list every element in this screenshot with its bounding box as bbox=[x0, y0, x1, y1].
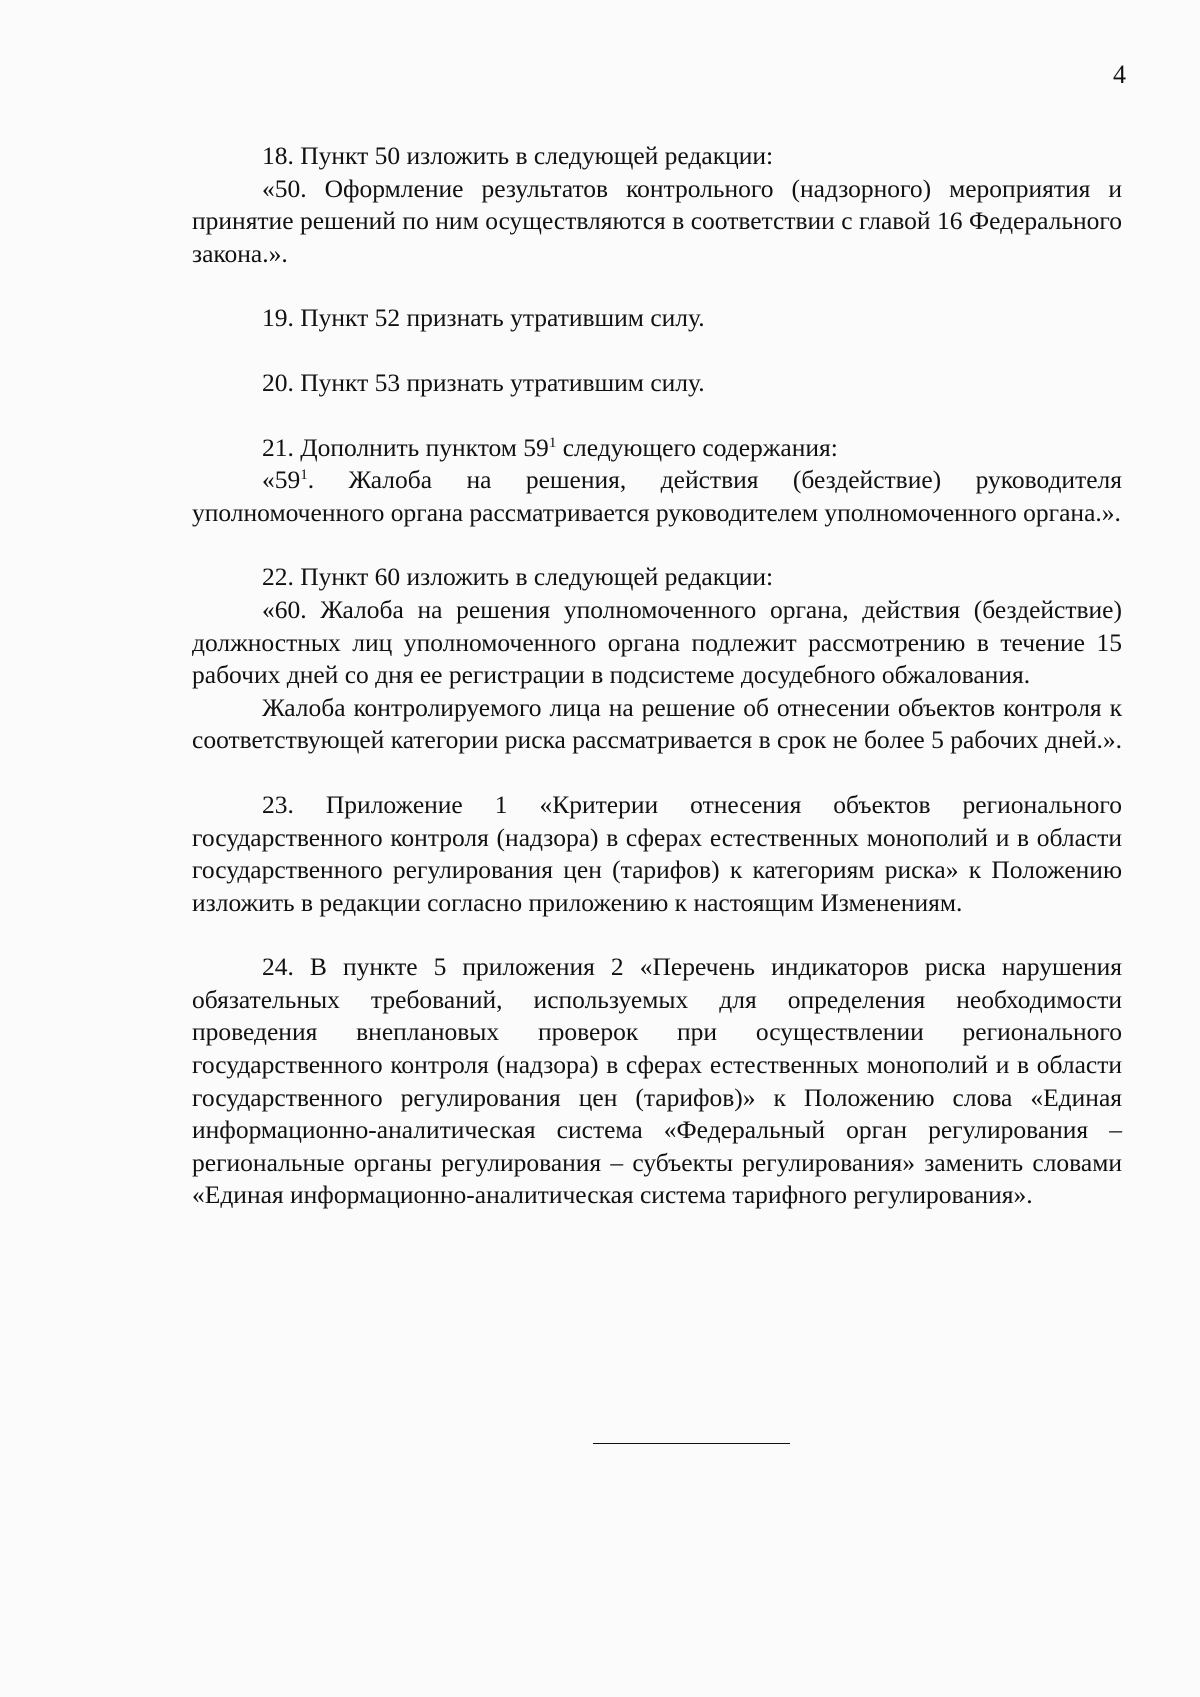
item-18-quote: «50. Оформление результатов контрольного (надзорного) мероприятия и принятие решений по ним осуществляются в соответствии с главой 16 Федерального закона.». bbox=[192, 173, 1122, 268]
item-24 bbox=[192, 951, 1122, 1212]
item-24-text: 24. В пункте 5 приложения 2 «Перечень индикаторов риска нарушения обязательных требований, используемых для определения необходимости проведения внеплановых проверок при осуществлении регионального государственного контроля (надзора) в сферах естественных монополий и в области государственного регулирования цен (тарифов)» к Положению слова «Единая информационно-аналитическая система «Федеральный орган регулирования – региональные органы регулирования – субъекты регулирования» заменить словами «Единая информационно-аналитическая система тарифного регулирования». bbox=[192, 952, 1122, 1210]
document-body bbox=[192, 140, 1122, 1244]
item-19 bbox=[192, 302, 1122, 335]
item-21-heading-before: 21. Дополнить пунктом 59 bbox=[262, 432, 549, 462]
item-22-quote: «60. Жалоба на решения уполномоченного органа, действия (бездействие) должностных лиц уполномоченного органа подлежит рассмотрению в течение 15 рабочих дней со дня ее регистрации в подсистеме досудебного обжалования. bbox=[192, 594, 1122, 690]
item-22-quote-continued: Жалоба контролируемого лица на решение об отнесении объектов контроля к соответствующей категории риска рассматривается в срок не более 5 рабочих дней.». bbox=[192, 692, 1123, 755]
item-21-heading-after: следующего содержания: bbox=[556, 432, 838, 462]
item-20-text: 20. Пункт 53 признать утратившим силу. bbox=[262, 367, 705, 397]
item-22 bbox=[192, 561, 1122, 757]
item-21-quote-before: «59 bbox=[262, 465, 301, 495]
item-23 bbox=[192, 789, 1122, 919]
item-21-heading bbox=[192, 432, 1122, 465]
item-21-heading-superscript: 1 bbox=[548, 434, 557, 451]
item-18 bbox=[192, 140, 1122, 270]
end-of-text-rule bbox=[593, 1443, 790, 1444]
item-21-quote-after: . Жалоба на решения, действия (бездействие) руководителя уполномоченного органа рассматривается руководителем уполномоченного органа.». bbox=[192, 465, 1122, 527]
item-18-heading: 18. Пункт 50 изложить в следующей редакции: bbox=[262, 141, 774, 170]
page-number: 4 bbox=[1113, 60, 1126, 89]
item-21-quote bbox=[192, 464, 1122, 529]
item-23-text: 23. Приложение 1 «Критерии отнесения объектов регионального государственного контроля (надзора) в сферах естественных монополий и в области государственного регулирования цен (тарифов) к категориям риска» к Положению изложить в редакции согласно приложению к настоящим Изменениям. bbox=[192, 789, 1122, 917]
item-19-text: 19. Пункт 52 признать утратившим силу. bbox=[262, 303, 705, 333]
item-20 bbox=[192, 367, 1122, 400]
item-21-quote-superscript: 1 bbox=[300, 467, 308, 484]
item-21 bbox=[192, 432, 1122, 530]
item-22-heading: 22. Пункт 60 изложить в следующей редакции: bbox=[262, 562, 774, 592]
